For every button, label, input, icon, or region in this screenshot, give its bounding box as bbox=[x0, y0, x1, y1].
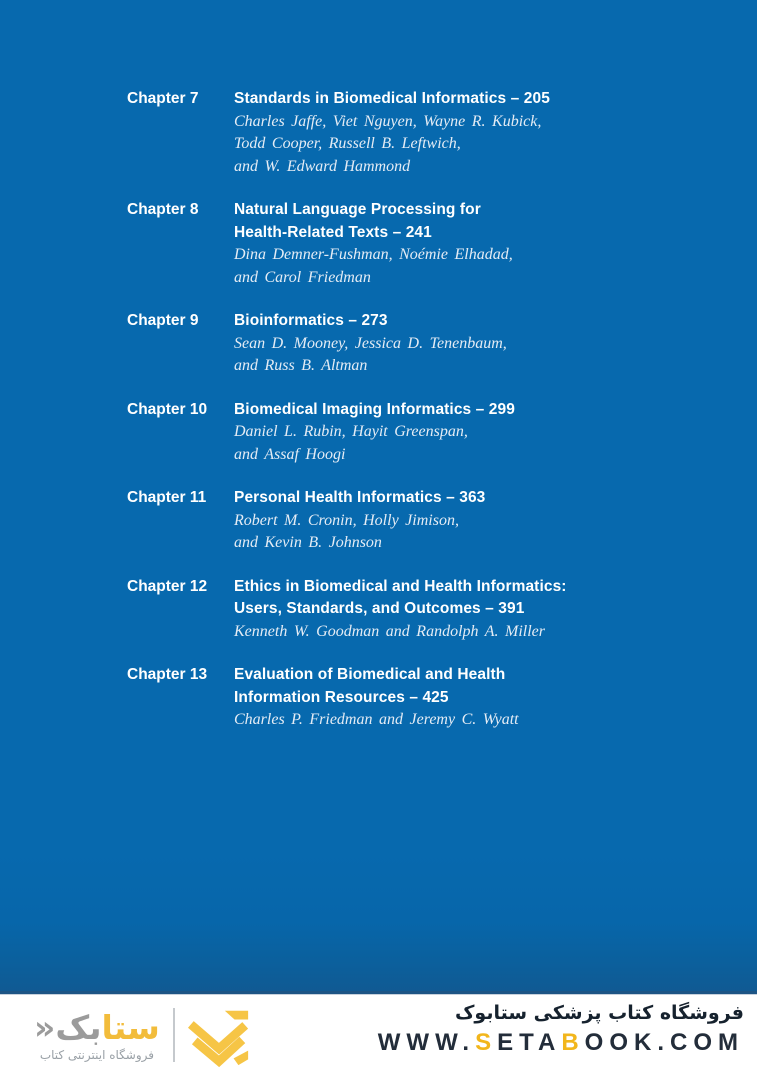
chapter-label: Chapter 7 bbox=[127, 90, 199, 107]
chapter-title-line: Ethics in Biomedical and Health Informatics: bbox=[234, 577, 567, 595]
chapter-title-line: Users, Standards, and Outcomes – 391 bbox=[234, 600, 525, 617]
toc-entry bbox=[127, 399, 757, 467]
chapter-title-line: Standards in Biomedical Informatics – 205 bbox=[234, 90, 550, 107]
chapter-authors-line: Dina Demner-Fushman, Noémie Elhadad, bbox=[234, 246, 513, 263]
wordmark-yellow-text: ستا bbox=[101, 1008, 160, 1047]
chapter-body bbox=[234, 199, 664, 289]
footer bbox=[0, 994, 757, 1077]
toc-entry bbox=[127, 199, 757, 289]
chapter-authors-line: Charles Jaffe, Viet Nguyen, Wayne R. Kubick, bbox=[234, 112, 542, 130]
toc-entry bbox=[127, 310, 757, 378]
chapter-title-line: Evaluation of Biomedical and Health bbox=[234, 666, 506, 683]
chapter-title-line: Health-Related Texts – 241 bbox=[234, 223, 432, 241]
chapter-title-line: Biomedical Imaging Informatics – 299 bbox=[234, 400, 515, 418]
logo-wordmark-block bbox=[34, 1008, 160, 1062]
chapter-authors-line: and Carol Friedman bbox=[234, 268, 371, 286]
chapter-authors-line: Charles P. Friedman and Jeremy C. Wyatt bbox=[234, 711, 519, 728]
logo-tagline: فروشگاه اینترنتی کتاب bbox=[39, 1048, 155, 1062]
chapter-body bbox=[234, 88, 664, 178]
chapter-body bbox=[234, 310, 664, 378]
store-name-persian: فروشگاه کتاب پزشکی ستابوک bbox=[454, 1002, 744, 1024]
website-url-segment: ETA bbox=[497, 1028, 562, 1056]
website-url-segment: S bbox=[475, 1028, 498, 1056]
chapter-authors-line: and Russ B. Altman bbox=[234, 357, 368, 374]
chapter-authors-line: and W. Edward Hammond bbox=[234, 157, 411, 175]
setabook-chevron-icon bbox=[186, 1003, 252, 1071]
wordmark-gray-text: بک bbox=[55, 1008, 102, 1047]
table-of-contents bbox=[127, 88, 757, 732]
toc-entry bbox=[127, 576, 757, 644]
toc-entry bbox=[127, 664, 757, 732]
setabook-logo bbox=[34, 995, 252, 1078]
chapter-title-line: Bioinformatics – 273 bbox=[234, 312, 388, 329]
footer-contact bbox=[378, 1000, 744, 1057]
chapter-body bbox=[234, 576, 664, 644]
toc-entry bbox=[127, 487, 757, 555]
chapter-label: Chapter 9 bbox=[127, 312, 199, 329]
chapter-body bbox=[234, 664, 664, 732]
chapter-title-line: Natural Language Processing for bbox=[234, 201, 481, 218]
chapter-label: Chapter 10 bbox=[127, 400, 208, 418]
chapter-authors-line: and Assaf Hoogi bbox=[234, 445, 346, 463]
chapter-authors-line: Todd Cooper, Russell B. Leftwich, bbox=[234, 135, 461, 152]
chapter-label: Chapter 12 bbox=[127, 577, 208, 595]
chapter-authors-line: Daniel L. Rubin, Hayit Greenspan, bbox=[234, 423, 468, 440]
chapter-body bbox=[234, 487, 664, 555]
logo-divider bbox=[173, 1008, 175, 1062]
website-url-segment: WWW. bbox=[377, 1028, 476, 1056]
wordmark-guillemet: « bbox=[34, 1008, 56, 1047]
chapter-authors-line: Kenneth W. Goodman and Randolph A. Miller bbox=[234, 622, 545, 640]
chapter-label: Chapter 13 bbox=[127, 666, 208, 683]
chapter-authors-line: Robert M. Cronin, Holly Jimison, bbox=[234, 511, 459, 529]
website-url-segment: OOK.COM bbox=[584, 1028, 744, 1056]
toc-entry bbox=[127, 88, 757, 178]
logo-wordmark bbox=[34, 1008, 160, 1047]
chapter-authors-line: Sean D. Mooney, Jessica D. Tenenbaum, bbox=[234, 334, 507, 352]
website-url-segment: B bbox=[561, 1028, 585, 1056]
chapter-label: Chapter 11 bbox=[127, 489, 207, 506]
chapter-body bbox=[234, 399, 664, 467]
chapter-title-line: Personal Health Informatics – 363 bbox=[234, 489, 486, 506]
chapter-title-line: Information Resources – 425 bbox=[234, 688, 449, 706]
website-url bbox=[378, 1029, 744, 1058]
chapter-label: Chapter 8 bbox=[127, 201, 199, 218]
chapter-authors-line: and Kevin B. Johnson bbox=[234, 534, 382, 551]
